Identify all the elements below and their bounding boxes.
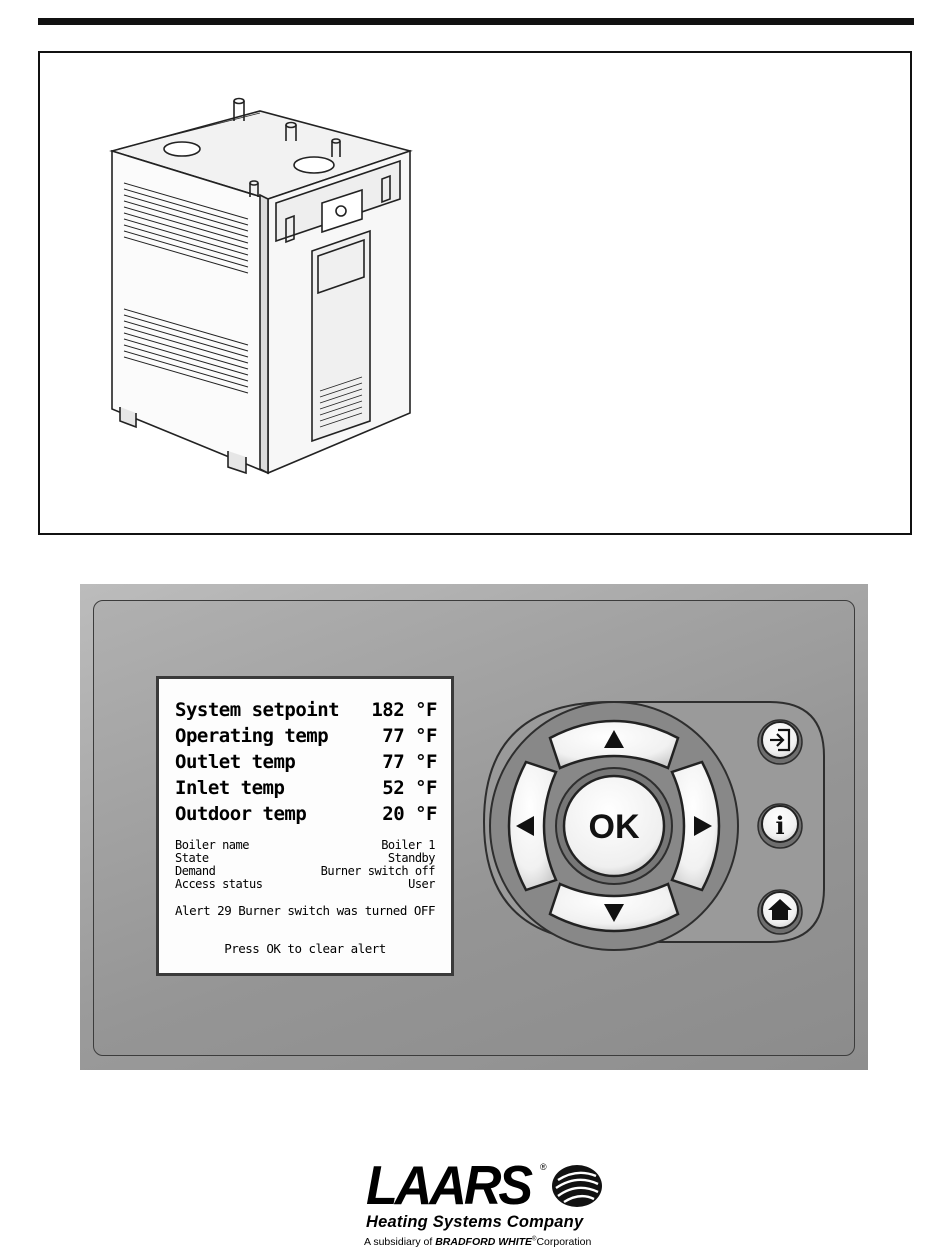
logo-wordmark: LAARS — [366, 1155, 531, 1217]
info-label: Boiler name — [175, 838, 249, 852]
keypad — [480, 698, 830, 958]
parent-company: BRADFORD WHITE — [435, 1236, 533, 1248]
info-row — [175, 878, 435, 891]
reading-value: 182 °F — [371, 699, 437, 721]
alert-message: Alert 29 Burner switch was turned OFF — [175, 903, 435, 918]
reading-row — [175, 801, 437, 827]
logo-swirl-icon — [550, 1162, 604, 1210]
info-icon: i — [775, 811, 785, 840]
reading-label: Outlet temp — [175, 751, 296, 773]
info-value: Burner switch off — [320, 864, 435, 878]
reading-value: 20 °F — [382, 803, 437, 825]
clear-alert-hint: Press OK to clear alert — [224, 941, 386, 956]
ok-button[interactable] — [556, 768, 672, 884]
logo-subsidiary-line — [364, 1236, 591, 1248]
reading-row — [175, 723, 437, 749]
reading-value: 52 °F — [382, 777, 437, 799]
info-value: Standby — [387, 851, 435, 865]
lcd-main-readings — [175, 697, 437, 827]
logo-registered-mark: ® — [540, 1162, 547, 1172]
info-label: Demand — [175, 864, 216, 878]
parent-registered-mark: ® — [532, 1236, 537, 1243]
reading-value: 77 °F — [382, 751, 437, 773]
reading-label: Outdoor temp — [175, 803, 307, 825]
info-value: Boiler 1 — [381, 838, 435, 852]
boiler-illustration-frame — [38, 51, 912, 535]
reading-row — [175, 749, 437, 775]
subsidiary-suffix: Corporation — [536, 1236, 592, 1248]
lcd-status-info — [175, 839, 435, 891]
info-value: User — [408, 877, 435, 891]
reading-label: Inlet temp — [175, 777, 285, 799]
reading-label: Operating temp — [175, 725, 329, 747]
logo-tagline: Heating Systems Company — [366, 1213, 584, 1231]
reading-label: System setpoint — [175, 699, 340, 721]
laars-logo — [360, 1155, 610, 1250]
reading-row — [175, 775, 437, 801]
info-label: State — [175, 851, 209, 865]
boiler-illustration — [100, 91, 480, 491]
subsidiary-prefix: A subsidiary of — [364, 1236, 436, 1248]
lcd-display — [156, 676, 454, 976]
reading-row — [175, 697, 437, 723]
info-button[interactable] — [758, 804, 802, 848]
reading-value: 77 °F — [382, 725, 437, 747]
top-rule — [38, 18, 914, 25]
home-button[interactable] — [758, 890, 802, 934]
back-button[interactable] — [758, 720, 802, 764]
ok-label: OK — [588, 808, 640, 846]
info-label: Access status — [175, 877, 263, 891]
